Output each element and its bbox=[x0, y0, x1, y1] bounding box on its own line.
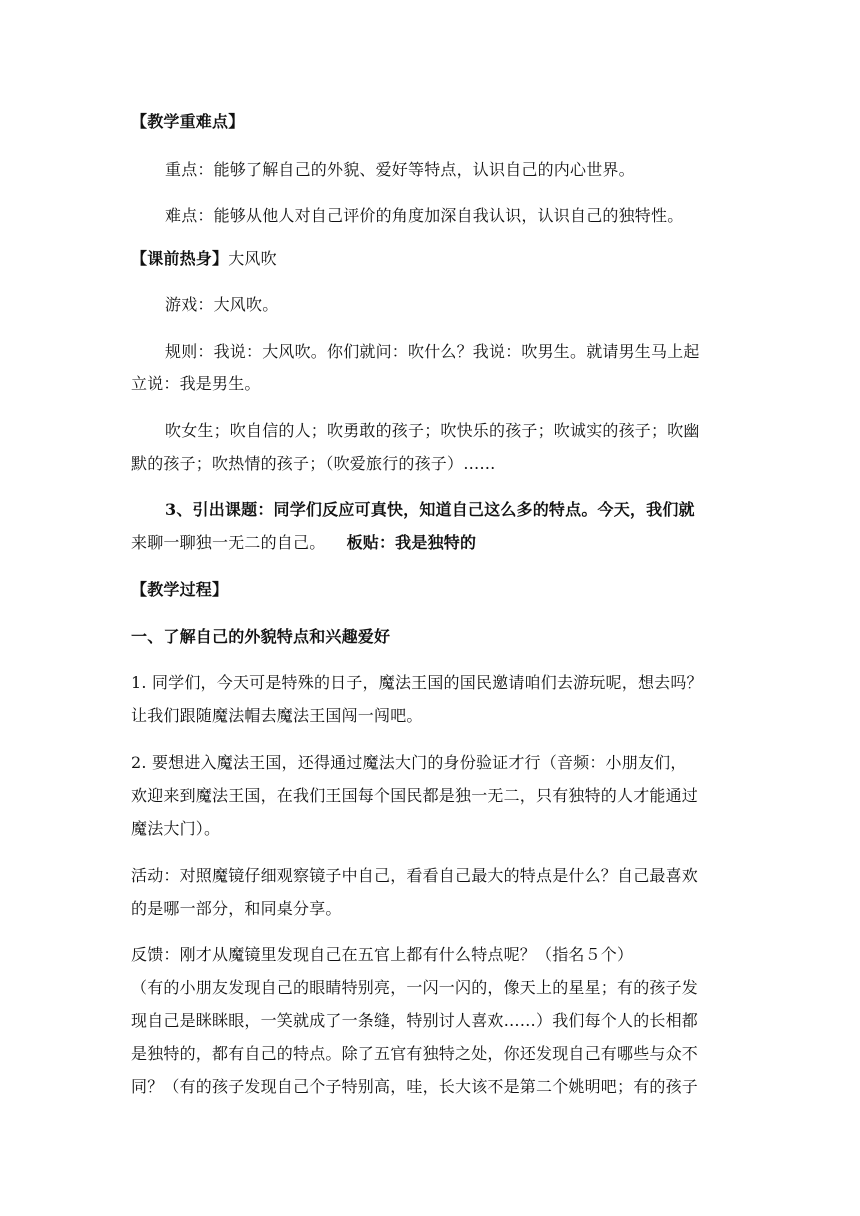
key-point: 重点：能够了解自己的外貌、爱好等特点，认识自己的内心世界。 bbox=[165, 160, 635, 179]
intro-line-1 bbox=[165, 500, 695, 520]
heading-warmup bbox=[131, 249, 277, 269]
difficulty-point: 难点：能够从他人对自己评价的角度加深自我认识，认识自己的独特性。 bbox=[165, 206, 684, 225]
board-label: 板贴：我是独特的 bbox=[346, 533, 477, 552]
warmup-label: 【课前热身】 bbox=[131, 249, 229, 268]
rule-line-1: 规则：我说：大风吹。你们就问：吹什么？我说：吹男生。就请男生马上起 bbox=[165, 342, 700, 361]
paragraph-2-line-1: 2. 要想进入魔法王国，还得通过魔法大门的身份验证才行（音频：小朋友们， bbox=[131, 753, 687, 772]
intro-line-2-text: 来聊一聊独一无二的自己。 bbox=[131, 533, 326, 552]
section-1-title: 一、了解自己的外貌特点和兴趣爱好 bbox=[131, 627, 391, 646]
intro-line-1-text: 3、引出课题：同学们反应可真快，知道自己这么多的特点。今天，我们就 bbox=[165, 500, 695, 519]
feedback-line-4: 是独特的，都有自己的特点。除了五官有独特之处，你还发现自己有哪些与众不 bbox=[131, 1044, 699, 1063]
activity-line-1: 活动：对照魔镜仔细观察镜子中自己，看看自己最大的特点是什么？自己最喜欢 bbox=[131, 866, 699, 885]
paragraph-1-line-2: 让我们跟随魔法帽去魔法王国闯一闯吧。 bbox=[131, 706, 423, 725]
feedback-line-3: 现自己是眯眯眼，一笑就成了一条缝，特别讨人喜欢……）我们每个人的长相都 bbox=[131, 1011, 699, 1030]
paragraph-1-line-1: 1. 同学们，今天可是特殊的日子，魔法王国的国民邀请咱们去游玩呢，想去吗？ bbox=[131, 673, 703, 692]
intro-line-2 bbox=[131, 533, 476, 553]
heading-process: 【教学过程】 bbox=[131, 580, 229, 599]
blow-line-1: 吹女生；吹自信的人；吹勇敢的孩子；吹快乐的孩子；吹诚实的孩子；吹幽 bbox=[165, 421, 700, 440]
paragraph-2-line-2: 欢迎来到魔法王国，在我们王国每个国民都是独一无二，只有独特的人才能通过 bbox=[131, 786, 699, 805]
feedback-line-5: 同？（有的孩子发现自己个子特别高，哇，长大该不是第二个姚明吧；有的孩子 bbox=[131, 1077, 699, 1096]
blow-line-2: 默的孩子；吹热情的孩子；（吹爱旅行的孩子）…… bbox=[131, 454, 496, 473]
game-line: 游戏：大风吹。 bbox=[165, 295, 279, 314]
rule-line-2: 立说：我是男生。 bbox=[131, 374, 261, 393]
warmup-title: 大风吹 bbox=[228, 249, 277, 268]
feedback-line-1: 反馈：刚才从魔镜里发现自己在五官上都有什么特点呢？（指名５个） bbox=[131, 945, 634, 964]
heading-key-points: 【教学重难点】 bbox=[131, 112, 245, 131]
activity-line-2: 的是哪一部分，和同桌分享。 bbox=[131, 899, 342, 918]
paragraph-2-line-3: 魔法大门）。 bbox=[131, 819, 221, 838]
feedback-line-2: （有的小朋友发现自己的眼睛特别亮，一闪一闪的，像天上的星星；有的孩子发 bbox=[131, 978, 699, 997]
